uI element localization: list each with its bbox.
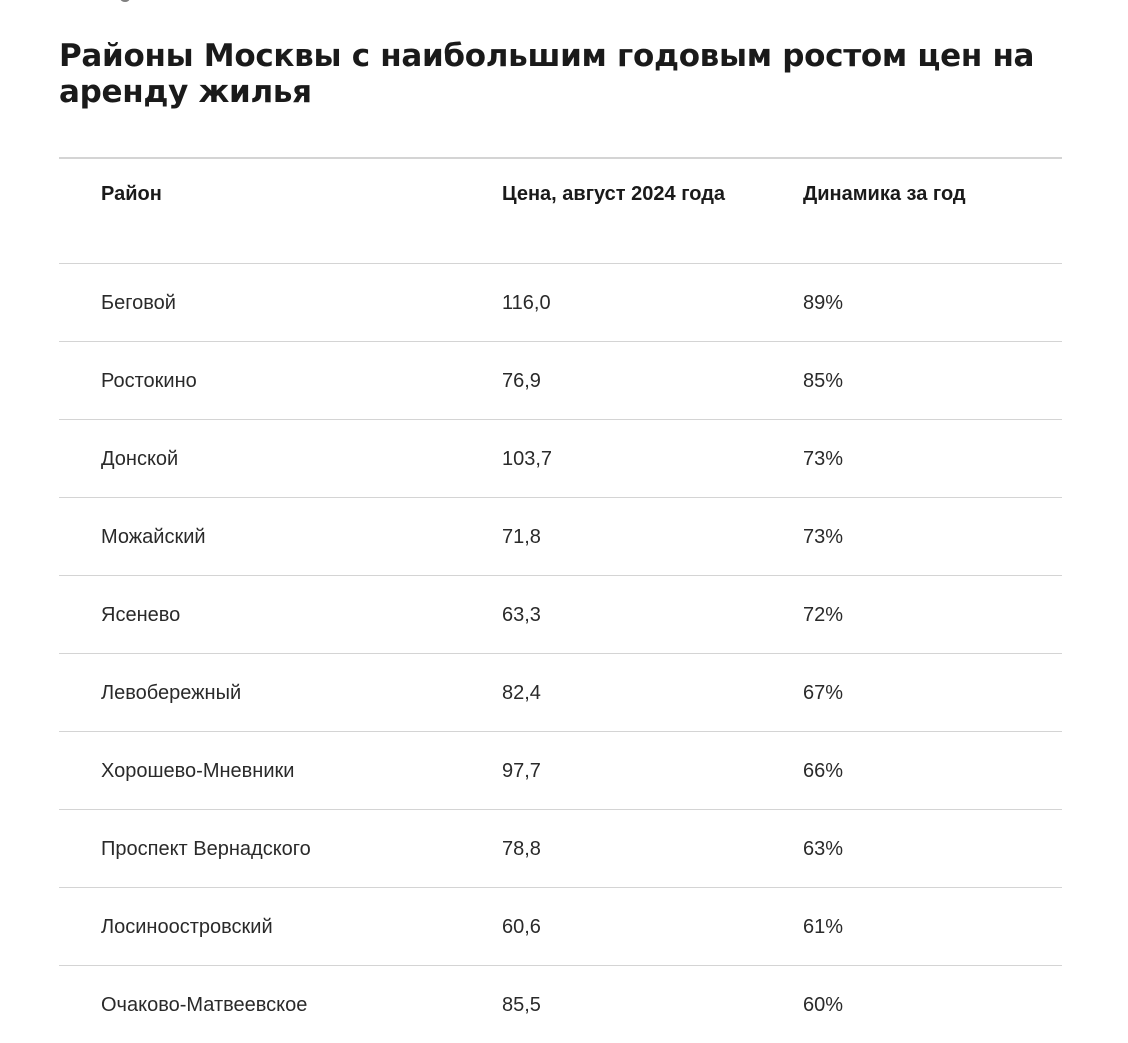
price-cell: 97,7 xyxy=(502,759,541,782)
dynamics-cell: 67% xyxy=(803,681,844,704)
table-row xyxy=(59,887,1062,965)
header-district: Район xyxy=(101,183,162,205)
table-row xyxy=(59,575,1062,653)
district-cell: Можайский xyxy=(101,525,206,548)
dynamics-cell: 89% xyxy=(803,291,844,314)
header-dynamics: Динамика за год xyxy=(803,183,966,205)
scrolled-element-remnant xyxy=(120,0,130,2)
district-cell: Донской xyxy=(101,447,179,470)
dynamics-cell: 60% xyxy=(803,993,844,1016)
article-title: Районы Москвы с наибольшим годовым ростом цен на аренду жилья xyxy=(59,38,1035,110)
price-cell: 85,5 xyxy=(502,993,541,1016)
district-cell: Левобережный xyxy=(101,681,242,704)
rent-growth-table xyxy=(59,157,1062,1043)
table-row xyxy=(59,965,1062,1043)
district-cell: Лосиноостровский xyxy=(101,915,273,938)
district-cell: Ясенево xyxy=(101,603,181,626)
price-cell: 82,4 xyxy=(502,681,541,704)
price-cell: 63,3 xyxy=(502,603,541,626)
table-row xyxy=(59,653,1062,731)
dynamics-cell: 61% xyxy=(803,915,844,938)
district-cell: Беговой xyxy=(101,291,176,314)
price-cell: 116,0 xyxy=(502,291,551,314)
table-row xyxy=(59,497,1062,575)
dynamics-cell: 66% xyxy=(803,759,844,782)
dynamics-cell: 73% xyxy=(803,525,844,548)
table-row xyxy=(59,809,1062,887)
table-row xyxy=(59,419,1062,497)
price-cell: 71,8 xyxy=(502,525,541,548)
dynamics-cell: 63% xyxy=(803,837,844,860)
price-cell: 103,7 xyxy=(502,447,553,470)
district-cell: Очаково-Матвеевское xyxy=(101,993,308,1016)
district-cell: Проспект Вернадского xyxy=(101,837,311,860)
table-row xyxy=(59,731,1062,809)
price-cell: 78,8 xyxy=(502,837,541,860)
table-row xyxy=(59,341,1062,419)
dynamics-cell: 72% xyxy=(803,603,844,626)
dynamics-cell: 85% xyxy=(803,369,844,392)
price-cell: 60,6 xyxy=(502,915,541,938)
district-cell: Ростокино xyxy=(101,369,197,392)
district-cell: Хорошево-Мневники xyxy=(101,759,295,782)
header-price: Цена, август 2024 года xyxy=(502,183,726,205)
table-row xyxy=(59,263,1062,341)
table-header-row xyxy=(59,157,1062,263)
price-cell: 76,9 xyxy=(502,369,541,392)
dynamics-cell: 73% xyxy=(803,447,844,470)
